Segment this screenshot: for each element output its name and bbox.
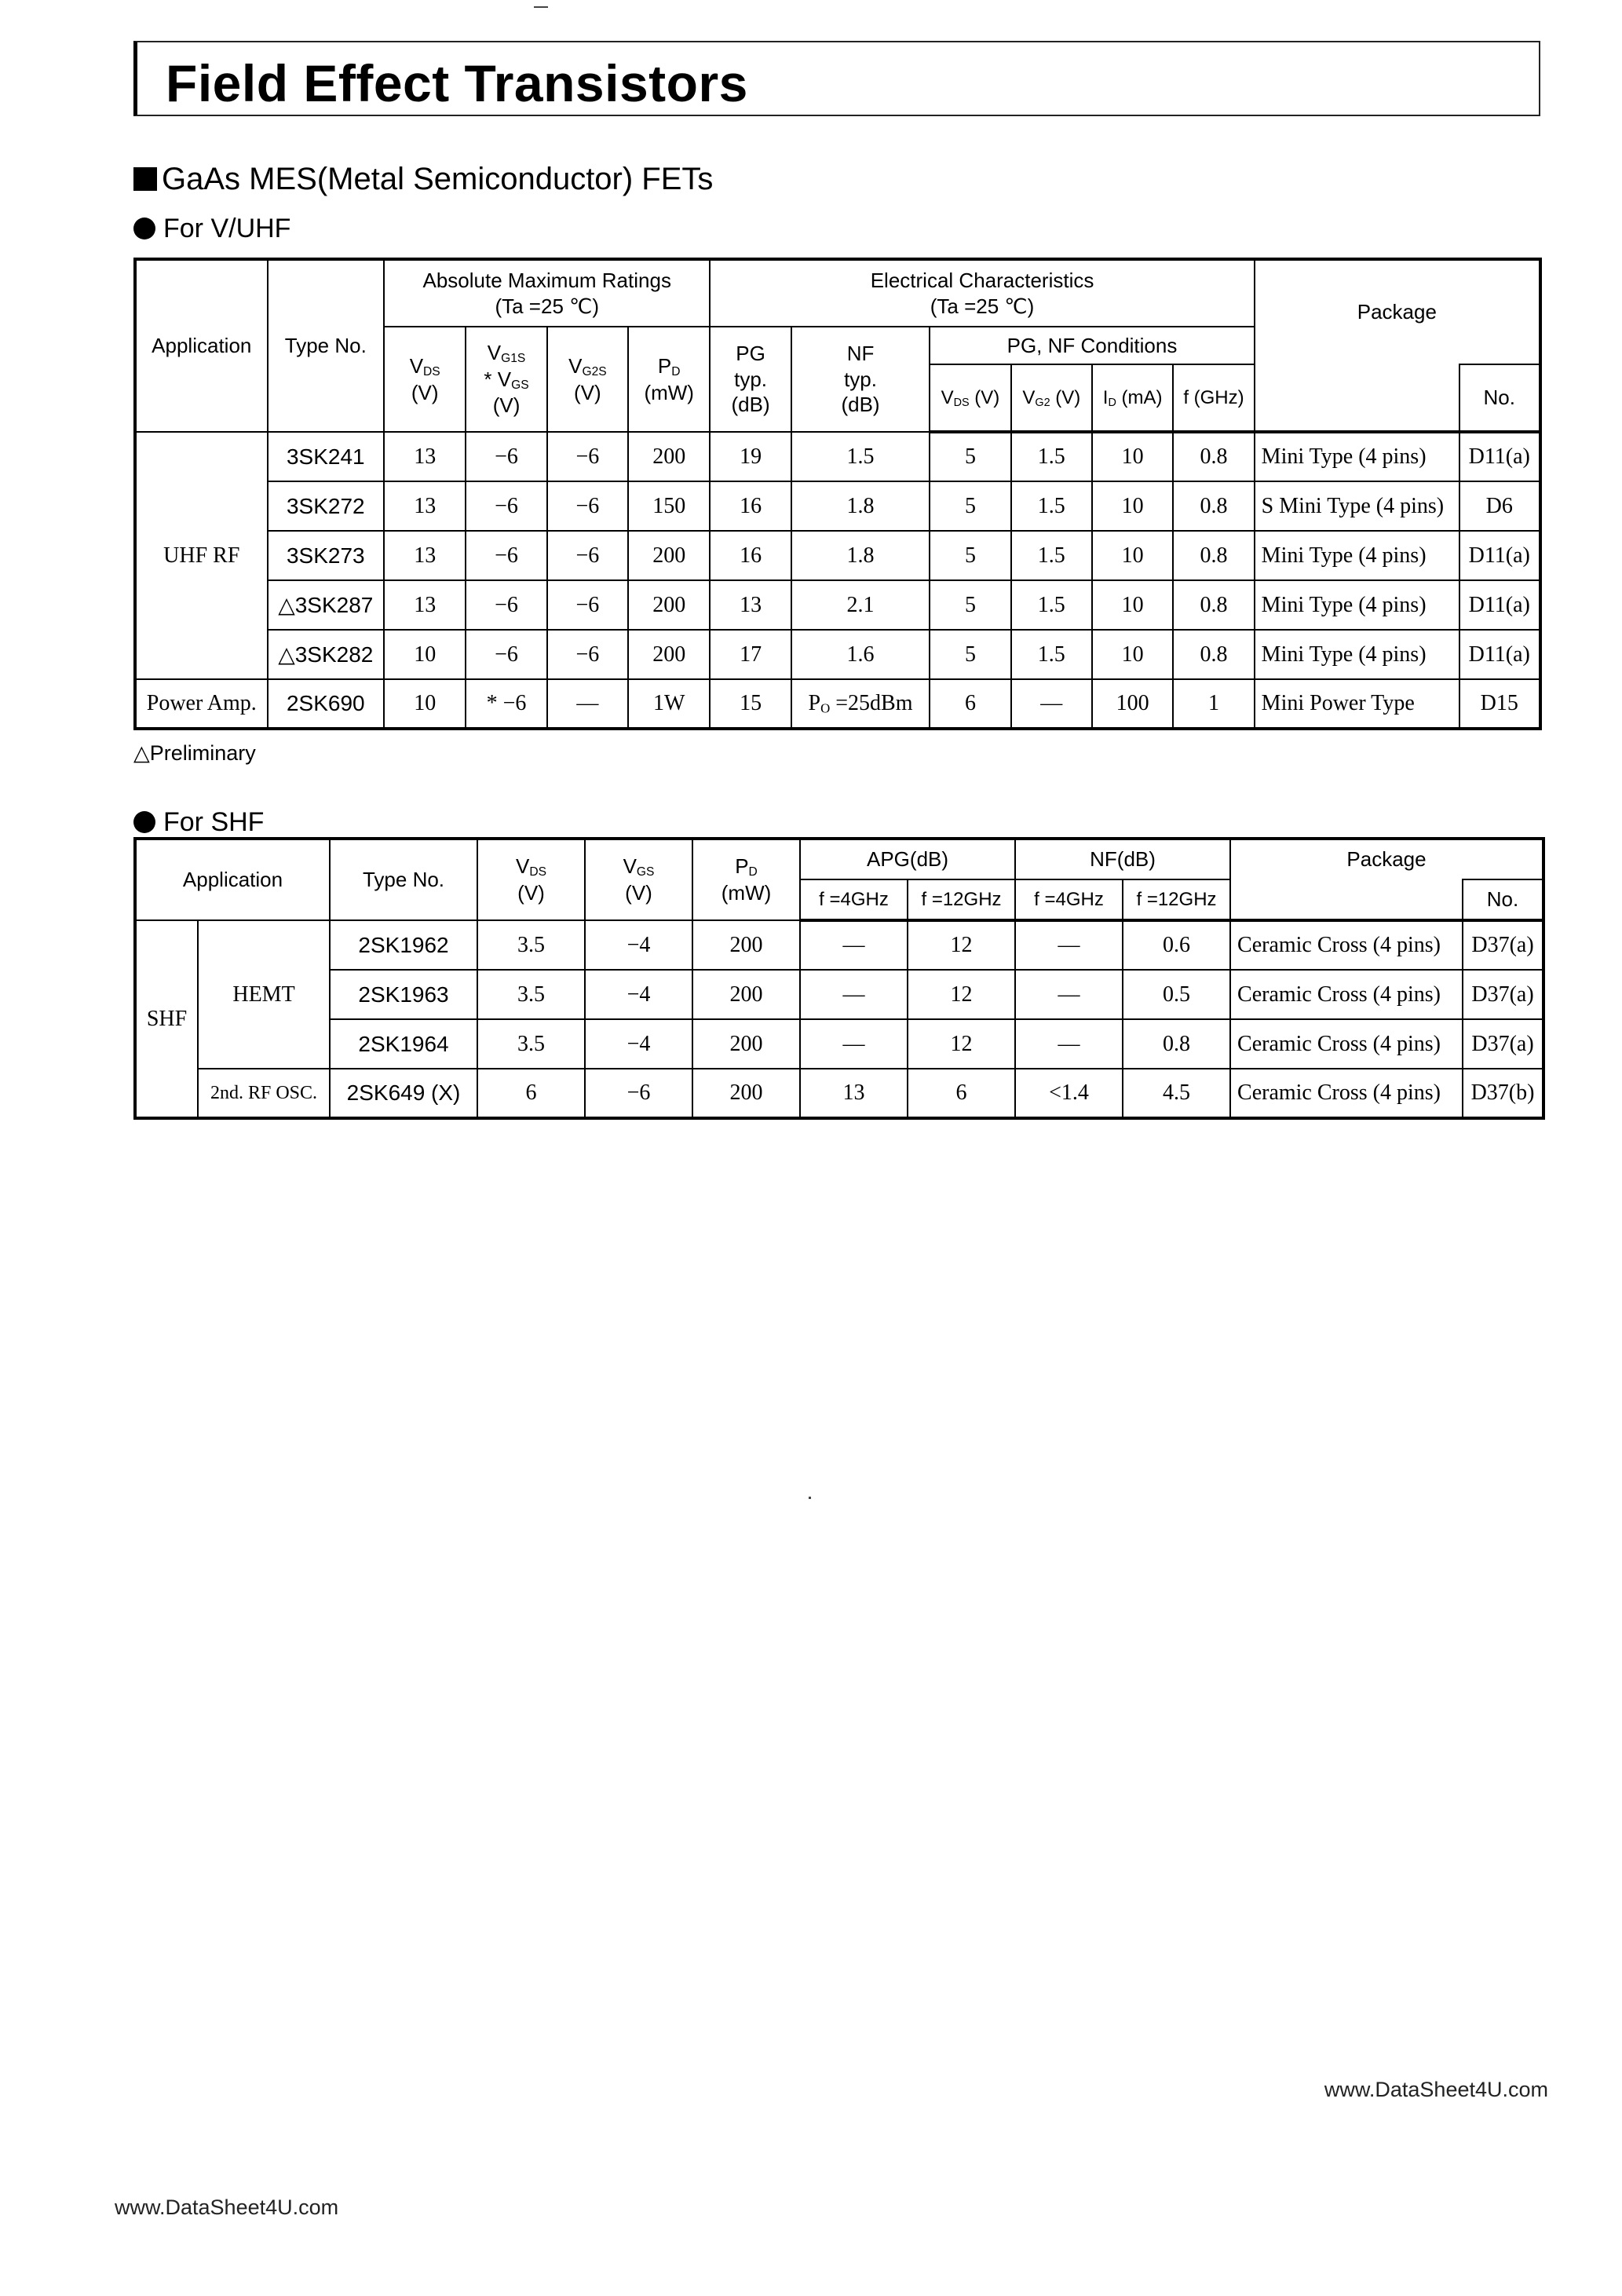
cell-nf: 1.5 — [791, 432, 930, 481]
col-conditions: PG, NF Conditions — [930, 327, 1254, 364]
table-row — [135, 531, 1540, 580]
pd-sub: D — [671, 365, 681, 379]
scan-speck — [809, 1497, 811, 1499]
cell-pd: 200 — [628, 580, 710, 630]
cell-no: D11(a) — [1459, 531, 1540, 580]
footer-url-right[interactable]: www.DataSheet4U.com — [1324, 2078, 1548, 2101]
cell-vgs: −4 — [585, 1019, 692, 1069]
cell-pd: 200 — [692, 970, 800, 1019]
cell-apg-12: 6 — [908, 1069, 1015, 1118]
cell-type: 3SK273 — [268, 531, 384, 580]
vuhf-table — [133, 258, 1542, 730]
cell-vg2s: −6 — [547, 630, 628, 679]
col-apg-4ghz: f =4GHz — [800, 879, 908, 920]
group-shf: SHF — [135, 920, 198, 1118]
cell-pg: 15 — [710, 679, 791, 729]
cell-c-id: 10 — [1092, 580, 1173, 630]
cell-application: 2nd. RF OSC. — [198, 1069, 330, 1118]
cell-c-f: 1 — [1173, 679, 1254, 729]
col-nf-4ghz: f =4GHz — [1015, 879, 1123, 920]
cell-vg2s: −6 — [547, 580, 628, 630]
col-electrical — [710, 259, 1254, 327]
cond-vds-unit: (V) — [969, 386, 1000, 408]
table-row — [135, 1019, 1543, 1069]
table-row — [135, 920, 1543, 970]
table-row — [135, 679, 1540, 729]
cell-vg1s: −6 — [466, 580, 546, 630]
cell-nf-12: 0.6 — [1123, 920, 1230, 970]
col-cond-vds — [930, 364, 1010, 432]
cell-c-f: 0.8 — [1173, 630, 1254, 679]
group-hemt: HEMT — [198, 920, 330, 1069]
cell-vgs: −4 — [585, 920, 692, 970]
cell-c-vg2: 1.5 — [1011, 481, 1092, 531]
cell-nf — [791, 679, 930, 729]
col-pkg-no: No. — [1459, 364, 1540, 432]
cell-nf-12: 4.5 — [1123, 1069, 1230, 1118]
cell-vds: 3.5 — [477, 920, 585, 970]
cell-c-vg2: 1.5 — [1011, 432, 1092, 481]
vds-sub: DS — [423, 365, 440, 379]
col-application: Application — [135, 259, 268, 432]
cell-type: △3SK287 — [268, 580, 384, 630]
col-pd: $P_D$ (mW) — [628, 327, 710, 432]
cell-c-vg2: — — [1011, 679, 1092, 729]
vds-unit: (V) — [517, 881, 545, 905]
cell-c-vg2: 1.5 — [1011, 630, 1092, 679]
cell-apg-12: 12 — [908, 970, 1015, 1019]
cell-c-f: 0.8 — [1173, 531, 1254, 580]
cell-vgs: −4 — [585, 970, 692, 1019]
cell-nf: 1.8 — [791, 531, 930, 580]
col-pg — [710, 327, 791, 432]
cell-c-vds: 5 — [930, 630, 1010, 679]
col-pd: $P_D$ (mW) — [692, 839, 800, 920]
section-heading-text: GaAs MES(Metal Semiconductor) FETs — [162, 162, 714, 196]
cond-vds: V — [941, 386, 954, 408]
cell-pg: 16 — [710, 481, 791, 531]
cell-c-id: 10 — [1092, 481, 1173, 531]
cell-vds: 3.5 — [477, 1019, 585, 1069]
cell-package: Mini Type (4 pins) — [1255, 432, 1459, 481]
cell-package: Ceramic Cross (4 pins) — [1230, 970, 1463, 1019]
col-nf — [791, 327, 930, 432]
cell-c-vds: 5 — [930, 580, 1010, 630]
col-nf-12ghz: f =12GHz — [1123, 879, 1230, 920]
cell-nf: 1.6 — [791, 630, 930, 679]
col-package-blank — [1230, 879, 1463, 920]
cell-pd: 200 — [692, 920, 800, 970]
vuhf-heading-text: For V/UHF — [163, 214, 291, 243]
abs-max-label: Absolute Maximum Ratings — [422, 269, 671, 292]
page-title: Field Effect Transistors — [166, 54, 748, 112]
vgs-sub: GS — [511, 378, 529, 392]
cell-vg1s: * −6 — [466, 679, 546, 729]
col-package: Package — [1255, 259, 1540, 364]
cell-no: D37(a) — [1463, 920, 1543, 970]
cell-vds: 6 — [477, 1069, 585, 1118]
shf-heading — [133, 807, 264, 838]
pd-unit: (mW) — [644, 380, 694, 404]
cell-type: 2SK1962 — [330, 920, 477, 970]
cell-vds: 13 — [384, 580, 466, 630]
cell-pg: 13 — [710, 580, 791, 630]
cond-id: I — [1102, 386, 1109, 408]
cell-type: 3SK272 — [268, 481, 384, 531]
cell-c-vds: 5 — [930, 481, 1010, 531]
col-type-no: Type No. — [330, 839, 477, 920]
col-cond-vg2 — [1011, 364, 1092, 432]
square-bullet-icon — [133, 167, 157, 191]
cell-nf-4: <1.4 — [1015, 1069, 1123, 1118]
cell-c-vds: 5 — [930, 432, 1010, 481]
cond-vds-sub: DS — [953, 396, 970, 409]
circle-bullet-icon — [133, 811, 155, 833]
col-vds: $V_{DS}$ (V) — [384, 327, 466, 432]
cond-vg2-sub: G2 — [1035, 396, 1050, 409]
cell-c-vds: 6 — [930, 679, 1010, 729]
cell-apg-4: — — [800, 970, 908, 1019]
cell-no: D11(a) — [1459, 630, 1540, 679]
cell-apg-12: 12 — [908, 1019, 1015, 1069]
pg-typ: typ. — [734, 367, 768, 391]
cell-vds: 13 — [384, 481, 466, 531]
cell-vg2s: −6 — [547, 531, 628, 580]
table-row — [135, 580, 1540, 630]
cell-package: Mini Type (4 pins) — [1255, 630, 1459, 679]
col-vg2s: $V_{G2S}$ (V) — [547, 327, 628, 432]
cell-pd: 1W — [628, 679, 710, 729]
table-row — [135, 1069, 1543, 1118]
cell-pd: 200 — [628, 432, 710, 481]
cell-vg2s: −6 — [547, 481, 628, 531]
vg2s-unit: (V) — [574, 380, 601, 404]
footer-url-left[interactable]: www.DataSheet4U.com — [115, 2195, 339, 2219]
table-row — [135, 630, 1540, 679]
cell-no: D11(a) — [1459, 580, 1540, 630]
vg2s-sub: G2S — [582, 365, 607, 379]
cell-c-vg2: 1.5 — [1011, 531, 1092, 580]
cell-no: D37(b) — [1463, 1069, 1543, 1118]
cell-vds: 13 — [384, 531, 466, 580]
cond-id-unit: (mA) — [1116, 386, 1163, 408]
vuhf-heading — [133, 214, 290, 244]
pd-sub: D — [748, 865, 758, 879]
col-apg-12ghz: f =12GHz — [908, 879, 1015, 920]
col-application: Application — [135, 839, 330, 920]
cell-no: D37(a) — [1463, 970, 1543, 1019]
cell-package: Mini Power Type — [1255, 679, 1459, 729]
col-vds: $V_{DS}$ (V) — [477, 839, 585, 920]
nf-unit: (dB) — [841, 393, 880, 417]
group-uhf-rf: UHF RF — [135, 432, 268, 679]
cell-package: Ceramic Cross (4 pins) — [1230, 920, 1463, 970]
cell-package: Mini Type (4 pins) — [1255, 580, 1459, 630]
col-cond-f: f (GHz) — [1173, 364, 1254, 432]
abs-max-cond: (Ta =25 ℃) — [495, 294, 599, 318]
nf-sub: O — [820, 700, 831, 716]
cell-pd: 200 — [628, 630, 710, 679]
col-abs-max — [384, 259, 710, 327]
cell-nf-4: — — [1015, 970, 1123, 1019]
cell-c-f: 0.8 — [1173, 432, 1254, 481]
vgs-unit: (V) — [625, 881, 652, 905]
shf-table — [133, 837, 1545, 1120]
pd-unit: (mW) — [721, 881, 772, 905]
cell-vg1s: −6 — [466, 531, 546, 580]
cell-c-id: 10 — [1092, 630, 1173, 679]
nf-value: =25dBm — [830, 690, 913, 715]
col-pkg-no: No. — [1463, 879, 1543, 920]
cell-application: Power Amp. — [135, 679, 268, 729]
cell-type: 2SK649 (X) — [330, 1069, 477, 1118]
cell-pg: 16 — [710, 531, 791, 580]
vds-unit: (V) — [411, 380, 439, 404]
cell-nf-4: — — [1015, 920, 1123, 970]
cell-pd: 150 — [628, 481, 710, 531]
electrical-label: Electrical Characteristics — [870, 269, 1094, 292]
cell-c-id: 10 — [1092, 531, 1173, 580]
cell-nf-12: 0.5 — [1123, 970, 1230, 1019]
cell-no: D15 — [1459, 679, 1540, 729]
cell-type: 2SK690 — [268, 679, 384, 729]
cell-package: Mini Type (4 pins) — [1255, 531, 1459, 580]
cell-type: 2SK1963 — [330, 970, 477, 1019]
cell-vgs: −6 — [585, 1069, 692, 1118]
cell-c-id: 100 — [1092, 679, 1173, 729]
electrical-cond: (Ta =25 ℃) — [930, 294, 1035, 318]
table-row — [135, 481, 1540, 531]
vgs-sub: GS — [636, 865, 655, 879]
cell-vg1s: −6 — [466, 432, 546, 481]
col-apg: APG(dB) — [800, 839, 1015, 879]
cell-type: 2SK1964 — [330, 1019, 477, 1069]
preliminary-note: △Preliminary — [133, 741, 256, 765]
pg-unit: (dB) — [731, 393, 770, 417]
cell-apg-4: — — [800, 920, 908, 970]
cell-vg2s: −6 — [547, 432, 628, 481]
cell-type: 3SK241 — [268, 432, 384, 481]
cell-vds: 10 — [384, 679, 466, 729]
cond-id-sub: D — [1108, 396, 1116, 409]
scan-mark — [534, 6, 548, 8]
cell-vg2s: — — [547, 679, 628, 729]
cell-pd: 200 — [692, 1019, 800, 1069]
cell-pg: 19 — [710, 432, 791, 481]
cell-no: D37(a) — [1463, 1019, 1543, 1069]
cell-c-id: 10 — [1092, 432, 1173, 481]
col-vg1s: $V_{G1S}$ * $V_{GS}$ (V) — [466, 327, 546, 432]
title-box — [133, 41, 1540, 116]
cond-vg2-unit: (V) — [1050, 386, 1081, 408]
cond-vg2: V — [1022, 386, 1036, 408]
cell-c-vds: 5 — [930, 531, 1010, 580]
nf-prefix: P — [808, 690, 821, 715]
cell-package: Ceramic Cross (4 pins) — [1230, 1019, 1463, 1069]
cell-pd: 200 — [628, 531, 710, 580]
cell-c-f: 0.8 — [1173, 580, 1254, 630]
cell-c-f: 0.8 — [1173, 481, 1254, 531]
col-type-no: Type No. — [268, 259, 384, 432]
cell-vg1s: −6 — [466, 481, 546, 531]
cell-no: D6 — [1459, 481, 1540, 531]
cell-no: D11(a) — [1459, 432, 1540, 481]
section-heading — [133, 162, 713, 197]
cell-nf-12: 0.8 — [1123, 1019, 1230, 1069]
cell-package: S Mini Type (4 pins) — [1255, 481, 1459, 531]
pg-label: PG — [736, 342, 765, 366]
cell-nf: 2.1 — [791, 580, 930, 630]
cell-apg-4: — — [800, 1019, 908, 1069]
vg1s-unit: (V) — [492, 393, 521, 418]
cell-nf: 1.8 — [791, 481, 930, 531]
nf-typ: typ. — [844, 367, 877, 391]
cell-apg-12: 12 — [908, 920, 1015, 970]
col-vgs: $V_{GS}$ (V) — [585, 839, 692, 920]
cell-vds: 10 — [384, 630, 466, 679]
col-package-blank — [1255, 364, 1459, 432]
col-nf: NF(dB) — [1015, 839, 1230, 879]
col-cond-id — [1092, 364, 1173, 432]
cell-vds: 13 — [384, 432, 466, 481]
cell-vds: 3.5 — [477, 970, 585, 1019]
table-row — [135, 432, 1540, 481]
shf-heading-text: For SHF — [163, 807, 265, 837]
nf-label: NF — [846, 342, 875, 366]
cell-vg1s: −6 — [466, 630, 546, 679]
vgs-prefix: * V — [484, 367, 512, 391]
vds-sub: DS — [529, 865, 547, 879]
cell-type: △3SK282 — [268, 630, 384, 679]
vg1s-sub: G1S — [501, 352, 526, 366]
cell-nf-4: — — [1015, 1019, 1123, 1069]
table-row — [135, 970, 1543, 1019]
col-package: Package — [1230, 839, 1543, 879]
cell-c-vg2: 1.5 — [1011, 580, 1092, 630]
cell-pg: 17 — [710, 630, 791, 679]
cell-apg-4: 13 — [800, 1069, 908, 1118]
circle-bullet-icon — [133, 218, 155, 239]
cell-pd: 200 — [692, 1069, 800, 1118]
cell-package: Ceramic Cross (4 pins) — [1230, 1069, 1463, 1118]
